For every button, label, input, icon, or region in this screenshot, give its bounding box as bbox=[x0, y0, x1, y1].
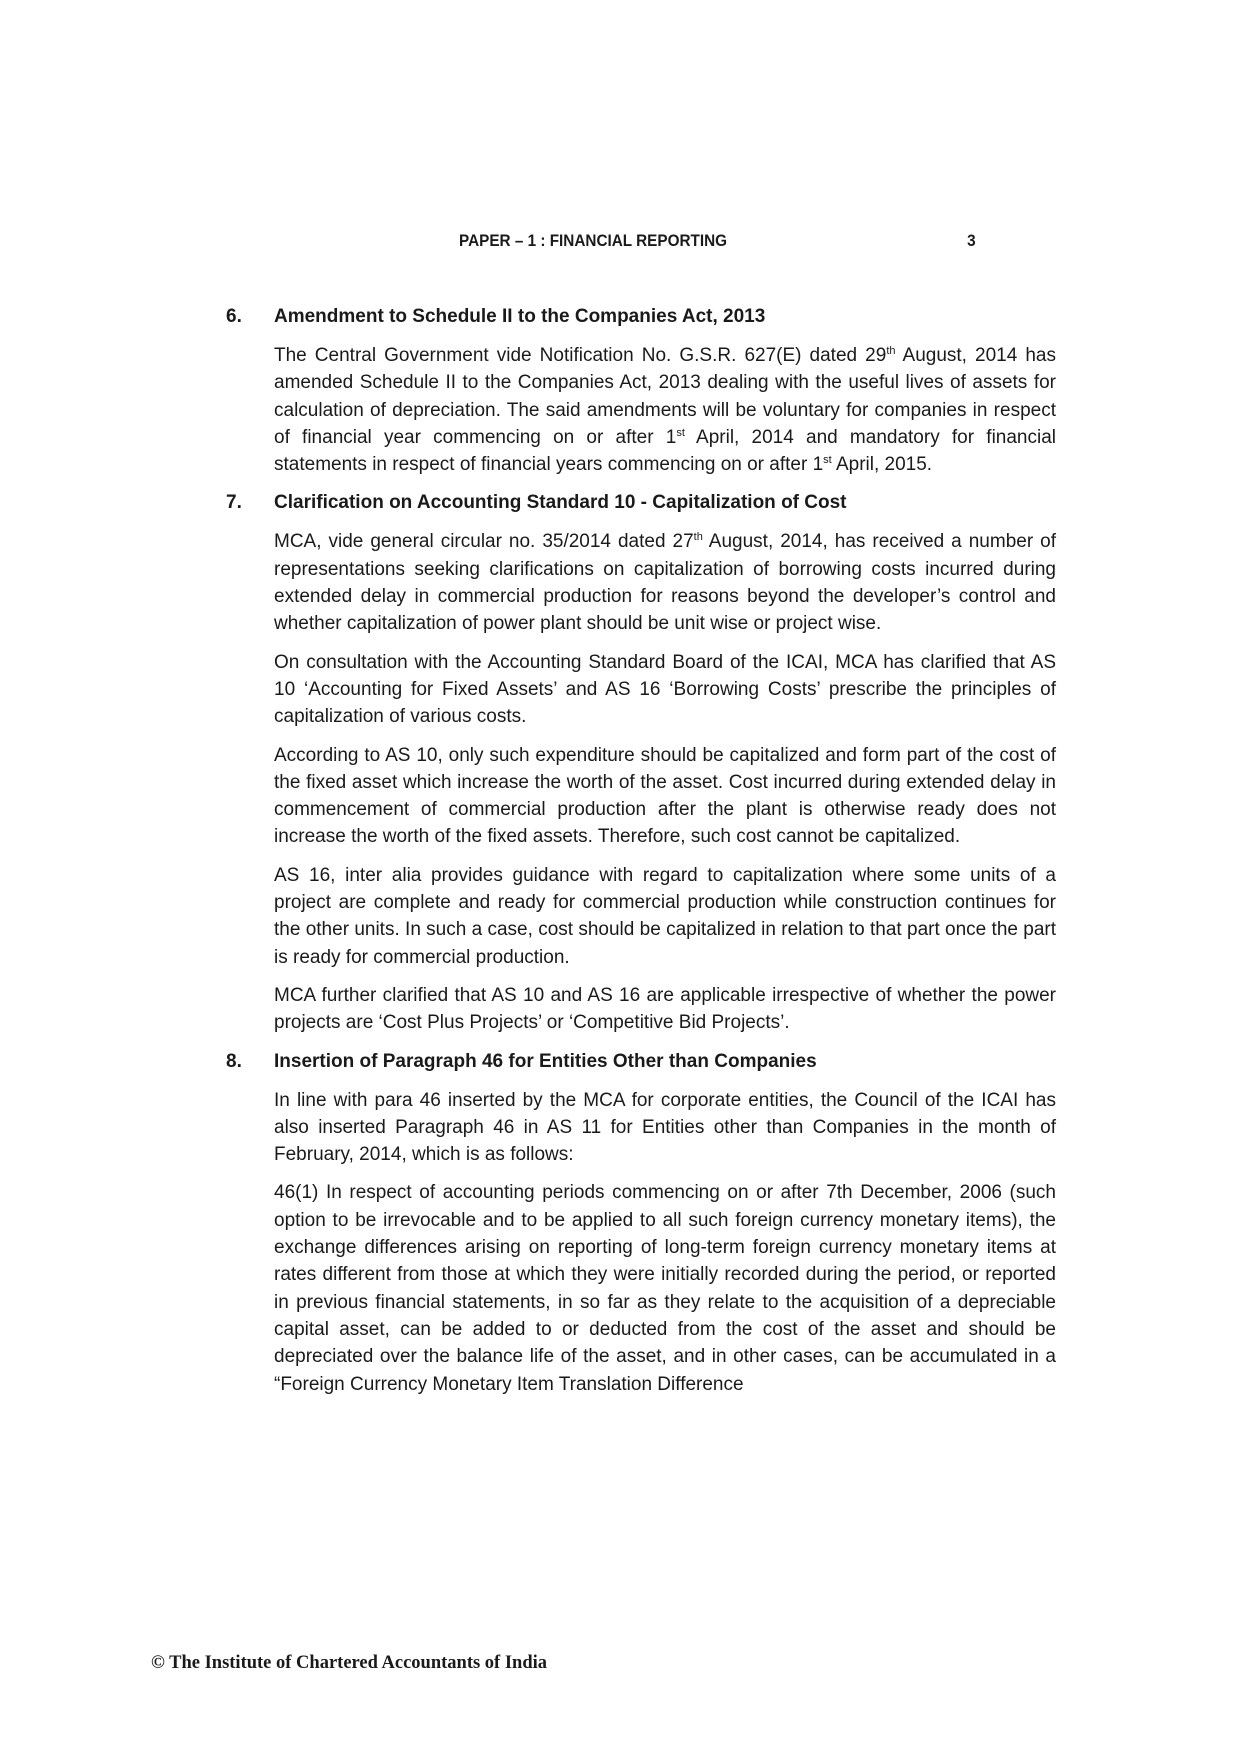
paragraph bbox=[274, 1087, 1056, 1169]
running-header bbox=[225, 231, 976, 253]
section-6 bbox=[226, 303, 1056, 478]
section-7 bbox=[226, 489, 1056, 1036]
paragraph bbox=[274, 342, 1056, 478]
paragraph bbox=[274, 649, 1056, 731]
section-title: Amendment to Schedule II to the Companies Act, 2013 bbox=[274, 306, 766, 327]
text-segment: MCA, vide general circular no. 35/2014 dated 27 bbox=[274, 531, 694, 553]
text-segment: MCA further clarified that AS 10 and AS 16 are applicable irrespective of whether the power projects are ‘Cost Plus Projects’ or ‘Competitive Bid Projects’. bbox=[274, 984, 1056, 1034]
paper-title: PAPER – 1 : FINANCIAL REPORTING bbox=[459, 231, 728, 250]
section-number: 6. bbox=[226, 306, 242, 327]
paragraph bbox=[274, 862, 1056, 971]
paragraph bbox=[274, 528, 1056, 637]
text-segment: April, 2015. bbox=[831, 454, 933, 476]
text-segment: In line with para 46 inserted by the MCA for corporate entities, the Council of the ICAI has also inserted Paragraph 46 in AS 11 for Entities other than Companies in the month of February, 2014, which is as follows: bbox=[274, 1089, 1056, 1166]
text-segment: On consultation with the Accounting Standard Board of the ICAI, MCA has clarified that AS 10 ‘Accounting for Fixed Assets’ and AS 16 ‘Borrowing Costs’ prescribe the principles of capitalization of various costs. bbox=[274, 651, 1056, 728]
section-heading bbox=[226, 303, 1056, 330]
ordinal-superscript: th bbox=[693, 531, 703, 544]
paragraph bbox=[274, 1179, 1056, 1397]
section-number: 7. bbox=[226, 492, 242, 514]
paragraph bbox=[274, 982, 1056, 1037]
text-segment: According to AS 10, only such expenditure should be capitalized and form part of the cost of the fixed asset which increase the worth of the asset. Cost incurred during extended delay in commencement of commercial production after the plant is otherwise ready does not increase the worth of the fixed assets. Therefore, such cost cannot be capitalized. bbox=[274, 744, 1056, 848]
text-segment: AS 16, inter alia provides guidance with regard to capitalization where some units of a project are complete and ready for commercial production while construction continues for the other units. In such a case, cost should be capitalized in relation to that part once the part is ready for commercial production. bbox=[274, 864, 1056, 968]
ordinal-superscript: st bbox=[676, 426, 685, 439]
text-segment: August, 2014 has amended Schedule II to the Companies Act, 2013 dealing with the useful lives of assets for calculation of depreciation. The said amendments will be voluntary for companies in respect of financial year commencing on or after 1 bbox=[274, 345, 1056, 448]
section-number: 8. bbox=[226, 1050, 242, 1072]
text-segment: The Central Government vide Notification No. G.S.R. 627(E) dated 29 bbox=[274, 345, 887, 366]
ordinal-superscript: th bbox=[886, 345, 896, 357]
page-number: 3 bbox=[967, 231, 976, 250]
document-body bbox=[226, 303, 1056, 1409]
paragraph bbox=[274, 742, 1056, 851]
section-heading bbox=[226, 1048, 1056, 1075]
text-segment: 46(1) In respect of accounting periods commencing on or after 7th December, 2006 (such option to be irrevocable and to be applied to all such foreign currency monetary items), the exchange differences arising on reporting of long-term foreign currency monetary items at rates different from those at which they were initially recorded during the period, or reported in previous financial statements, in so far as they relate to the acquisition of a depreciable capital asset, can be added to or deducted from the cost of the asset and should be depreciated over the balance life of the asset, and in other cases, can be accumulated in a “Foreign Currency Monetary Item Translation Difference bbox=[274, 1182, 1056, 1395]
section-heading bbox=[226, 489, 1056, 516]
text-segment: August, 2014, has received a number of representations seeking clarifications on capitalization of borrowing costs incurred during extended delay in commercial production for reasons beyond the developer’s control and whether capitalization of power plant should be unit wise or project wise. bbox=[274, 531, 1056, 635]
copyright-footer: © The Institute of Chartered Accountants of India bbox=[151, 1653, 548, 1673]
section-title: Clarification on Accounting Standard 10 - Capitalization of Cost bbox=[274, 492, 847, 514]
text-segment: April, 2014 and mandatory for financial statements in respect of financial years commencing on or after 1 bbox=[274, 426, 1056, 476]
ordinal-superscript: st bbox=[823, 454, 832, 467]
section-8 bbox=[226, 1048, 1056, 1398]
section-title: Insertion of Paragraph 46 for Entities Other than Companies bbox=[274, 1050, 817, 1072]
